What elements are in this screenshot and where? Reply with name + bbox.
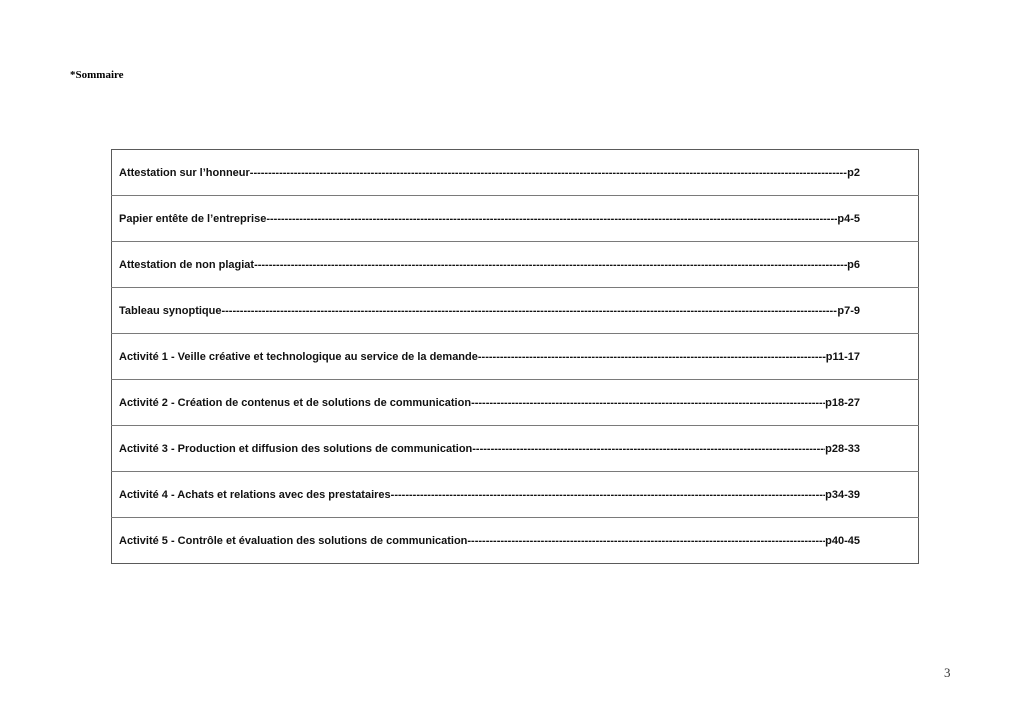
toc-entry-page: p28-33 <box>825 442 860 455</box>
toc-cell <box>112 196 919 242</box>
toc-entry <box>119 443 860 455</box>
toc-entry-title: Papier entête de l’entreprise <box>119 212 267 225</box>
toc-entry-page: p6 <box>847 258 860 271</box>
toc-cell <box>112 380 919 426</box>
dot-leader <box>478 351 826 363</box>
toc-row <box>112 518 919 564</box>
dot-leader <box>471 397 825 409</box>
toc-entry <box>119 351 860 363</box>
toc-entry <box>119 259 860 271</box>
toc-entry-title: Activité 1 - Veille créative et technologique au service de la demande <box>119 350 478 363</box>
toc-cell <box>112 472 919 518</box>
toc-entry-page: p7-9 <box>837 304 860 317</box>
toc-entry-title: Activité 3 - Production et diffusion des solutions de communication <box>119 442 473 455</box>
toc-entry-page: p18-27 <box>825 396 860 409</box>
toc-table <box>111 149 919 564</box>
toc-entry <box>119 213 860 225</box>
toc-row <box>112 472 919 518</box>
toc-row <box>112 242 919 288</box>
toc-entry-page: p2 <box>847 166 860 179</box>
toc-entry-title: Attestation de non plagiat <box>119 258 255 271</box>
toc-entry <box>119 489 860 501</box>
toc-entry <box>119 535 860 547</box>
dot-leader <box>266 213 837 225</box>
toc-cell <box>112 426 919 472</box>
toc-entry-title: Activité 4 - Achats et relations avec des prestataires <box>119 488 391 501</box>
dot-leader <box>391 489 825 501</box>
toc-entry-page: p34-39 <box>825 488 860 501</box>
dot-leader <box>467 535 825 547</box>
toc-row <box>112 334 919 380</box>
toc-row <box>112 426 919 472</box>
toc-row <box>112 380 919 426</box>
toc-row <box>112 196 919 242</box>
toc-entry <box>119 305 860 317</box>
dot-leader <box>472 443 825 455</box>
toc-heading: *Sommaire <box>70 69 124 81</box>
dot-leader <box>250 167 847 179</box>
toc-cell <box>112 334 919 380</box>
toc-entry-page: p11-17 <box>825 350 860 363</box>
toc-row <box>112 150 919 196</box>
toc-row <box>112 288 919 334</box>
dot-leader <box>221 305 837 317</box>
toc-entry-title: Attestation sur l’honneur <box>119 166 250 179</box>
toc-entry <box>119 167 860 179</box>
toc-cell <box>112 242 919 288</box>
dot-leader <box>254 259 847 271</box>
toc-entry-title: Activité 5 - Contrôle et évaluation des solutions de communication <box>119 534 468 547</box>
toc-entry-page: p40-45 <box>825 534 860 547</box>
toc-entry <box>119 397 860 409</box>
toc-cell <box>112 518 919 564</box>
toc-cell <box>112 288 919 334</box>
toc-cell <box>112 150 919 196</box>
toc-entry-title: Activité 2 - Création de contenus et de solutions de communication <box>119 396 472 409</box>
toc-entry-page: p4-5 <box>837 212 860 225</box>
toc-entry-title: Tableau synoptique <box>119 304 222 317</box>
page-number: 3 <box>944 665 951 680</box>
